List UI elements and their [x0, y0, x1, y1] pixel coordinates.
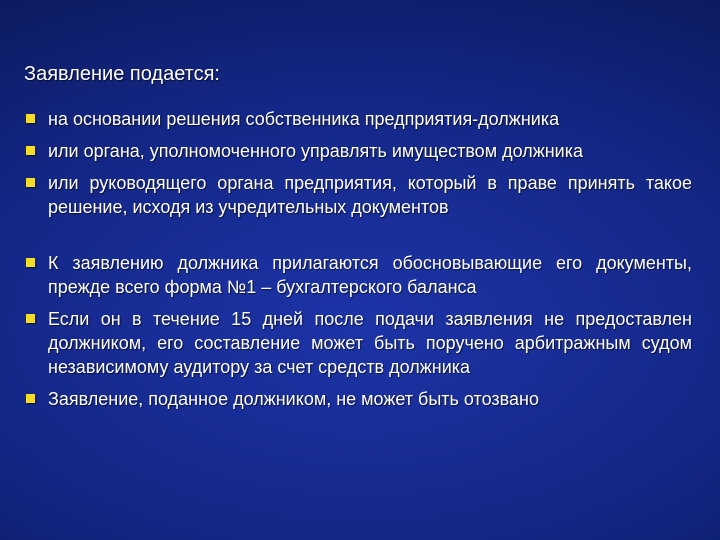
bullet-item: [26, 171, 692, 219]
bullet-text: или органа, уполномоченного управлять имуществом должника: [48, 141, 584, 161]
bullet-item: [26, 387, 692, 411]
square-bullet-icon: [26, 178, 35, 187]
bullet-text: Заявление, поданное должником, не может быть отозвано: [48, 389, 539, 409]
bullet-text: на основании решения собственника предприятия-должника: [48, 109, 560, 129]
bullet-text: или руководящего органа предприятия, который в праве принять такое решение, исходя из учредительных документов: [48, 173, 692, 217]
bullet-text: К заявлению должника прилагаются обосновывающие его документы, прежде всего форма №1 – бухгалтерского баланса: [48, 253, 692, 297]
square-bullet-icon: [26, 114, 35, 123]
square-bullet-icon: [26, 394, 35, 403]
square-bullet-icon: [26, 146, 35, 155]
slide-heading: Заявление подается:: [24, 63, 220, 85]
bullet-item: [26, 307, 692, 379]
bullet-text: Если он в течение 15 дней после подачи заявления не предоставлен должником, его составление может быть поручено арбитражным судом независимому аудитору за счет средств должника: [48, 309, 692, 377]
bullet-item: [26, 139, 692, 163]
bullet-item: [26, 107, 692, 131]
bullet-item: [26, 251, 692, 299]
bullet-list: [26, 107, 692, 419]
square-bullet-icon: [26, 258, 35, 267]
square-bullet-icon: [26, 314, 35, 323]
